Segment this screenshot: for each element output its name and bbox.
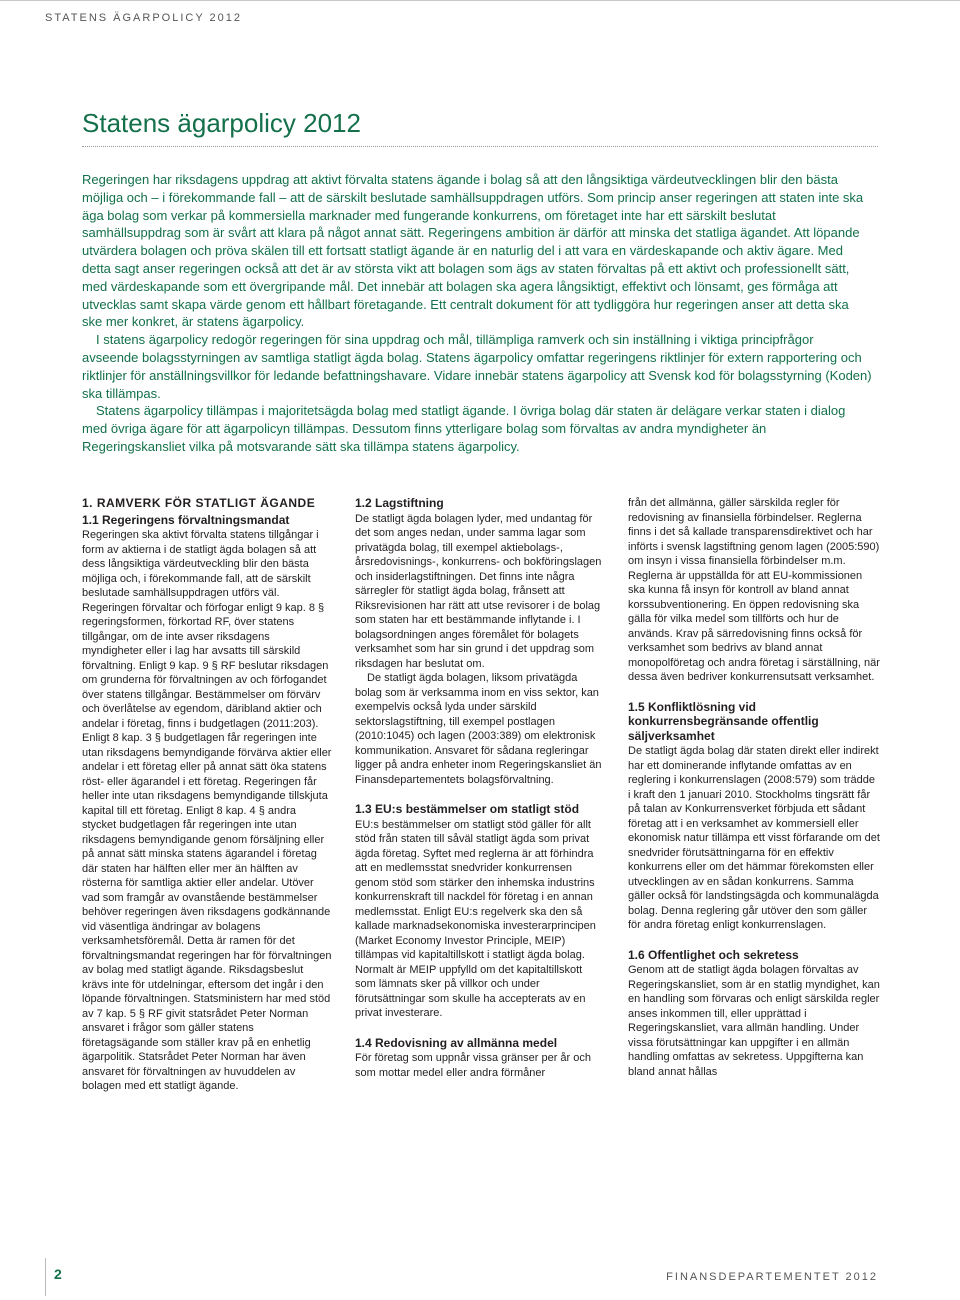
subheading-1-1: 1.1 Regeringens förvaltningsmandat [82,512,290,527]
page-title: Statens ägarpolicy 2012 [82,108,361,138]
intro-paragraph-3: Statens ägarpolicy tillämpas i majoritetsägda bolag med statligt ägande. I övriga bolag där staten är delägare verkar staten i dialog med övriga ägare för att ägarpolicyn tillämpas. Dessutom finns ytterligare bolag som förvaltas av andra myndigheter än Regeringskansliet vilka på motsvarande sätt ska tillämpa statens ägarpolicy. [82,403,846,454]
body-1-2-p1: De statligt ägda bolagen lyder, med undantag för det som anges nedan, under samma lagar som privatägda bolag, till exempel aktiebolags-, årsredovisnings-, konkurrens- och bokföringslagen och insiderlagstiftningen. Det finns inte några särregler för statligt ägda bolag, frånsett att Riksrevisionen har rätt att utse revisorer i de bolag som staten har ett bestämmande inflytande i. I bolagsordningen anges föremålet för bolagets verksamhet som har sin grund i det uppdrag som riksdagen har beslutat om. [355,512,602,670]
intro-text [82,171,872,456]
body-1-6: Genom att de statligt ägda bolagen förvaltas av Regeringskansliet, som är en statlig myndighet, kan en handling som förvaras och enligt särskilda regler anses inkommen till, eller upprättad i Regeringskansliet, vara allmän handling. Under vissa förutsättningar kan uppgifter i en allmän handling omfattas av sekretess. Uppgifterna kan bland annat hållas [628,964,880,1078]
title-divider [82,146,878,147]
subheading-1-2: 1.2 Lagstiftning [355,496,444,510]
body-1-4: För företag som uppnår vissa gränser per år och som mottar medel eller andra förmåner [355,1052,592,1079]
intro-paragraph-1: Regeringen har riksdagens uppdrag att aktivt förvalta statens ägande i bolag så att den långsiktiga värdeutvecklingen blir den bästa möjliga och – i förekommande fall – att de särskilt beslutade samhällsuppdragen utförs. Som princip anser regeringen att staten inte ska äga bolag som verkar på kommersiella marknader med fungerande konkurrens, om företaget inte har ett särskilt beslutat samhällsuppdrag som är svårt att klara på något annat sätt. Regeringens ambition är därför att minska det statliga ägandet. Att löpande utvärdera bolagen och pröva skälen till ett fortsatt statligt ägande är en naturlig del i att vara en värdeskapande och aktiv ägare. Med detta sagt anser regeringen också att det är av största vikt att bolagen som ägs av staten förvaltas på ett aktivt och professionellt sätt, med värdeskapande som ett övergripande mål. Det innebär att bolagen ska agera långsiktigt, effektivt och lönsamt, ges förmåga att utvecklas samt skapa värde genom ett hållbart företagande. Ett centralt dokument för att tydliggöra hur regeringen anser att detta ska ske mer konkret, är statens ägarpolicy. [82,172,864,330]
section-heading-1: 1. RAMVERK FÖR STATLIGT ÄGANDE [82,496,316,510]
column-3 [628,496,880,1079]
page-number: 2 [54,1266,62,1282]
running-head: STATENS ÄGARPOLICY 2012 [45,12,243,24]
subheading-1-5: 1.5 Konfliktlösning vid konkurrensbegränsande offentlig säljverksamhet [628,699,819,743]
intro-paragraph-2: I statens ägarpolicy redogör regeringen för sina uppdrag och mål, tillämpliga ramverk och sin inställning i viktiga principfrågor avseende bolagsstyrningen av samtliga statligt ägda bolag. Statens ägarpolicy omfattar regeringens riktlinjer för extern rapportering och riktlinjer för anställningsvillkor för ledande befattningshavare. Vidare innebär statens ägarpolicy att Svensk kod för bolagsstyrning (Koden) ska tillämpas. [82,332,872,401]
body-1-1: Regeringen ska aktivt förvalta statens tillgångar i form av aktierna i de statligt ägda bolagen så att dess långsiktiga värdeutveckling blir den bästa möjliga och, i förekommande fall, att de särskilt beslutade samhällsuppdragen utförs väl. Regeringen förvaltar och förfogar enligt 9 kap. 8 § regeringsformen, förkortad RF, över statens tillgångar, om de inte avser riksdagens myndigheter eller i lag har avsatts till särskild förvaltning. Enligt 9 kap. 9 § RF beslutar riksdagen om grunderna för förvaltningen av och förfogandet över statens tillgångar. Bestämmelser om förvärv och överlåtelse av egendom, däribland aktier och andelar i företag, finns i budgetlagen (2011:203). Enligt 8 kap. 3 § budgetlagen får regeringen inte utan riksdagens bemyndigande förvärva aktier eller andelar i ett företag eller på annat sätt öka statens röst- eller ägarandel i ett företag. Regeringen får heller inte utan riksdagens bemyndigande tillskjuta kapital till ett företag. Enligt 8 kap. 4 § andra stycket budgetlagen får regeringen inte utan riksdagens bemyndigande genom försäljning eller på annat sätt minska statens ägarandel i företag där staten har hälften eller mer än hälften av rösterna för samtliga aktier eller andelar. Utöver vad som framgår av ovanstående bestämmelser behöver regeringen även riksdagens godkännande vid väsentliga ändringar av bolagens verksamhetsföremål. Detta är ramen för det förvaltningsmandat regeringen har för förvaltningen av bolag med statligt ägande. Riksdagsbeslut krävs inte för utdelningar, eftersom det ingår i den löpande förvaltningen. Statsministern har med stöd av 7 kap. 5 § RF givit statsrådet Peter Norman ansvaret i frågor som gäller statens företagsägande som ställer krav på en enhetlig ägarpolitik. Statsrådet Peter Norman har även ansvaret för förvaltningen av huvuddelen av bolagen med ett statligt ägande. [82,529,332,1092]
subheading-1-3: 1.3 EU:s bestämmelser om statligt stöd [355,802,580,816]
body-1-3: EU:s bestämmelser om statligt stöd gäller för allt stöd från staten till såväl statligt ägda som privat ägda företag. Syftet med reglerna är att förhindra att en medlemsstat snedvrider konkurrensen genom stöd som stärker den inhemska industrins konkurrenskraft till nackdel för företag i en annan medlemsstat. Enligt EU:s regelverk ska den så kallade marknadsekonomiska investerarprincipen (Market Economy Investor Principle, MEIP) tillämpas vid kapitaltillskott i statligt ägda bolag. Normalt är MEIP uppfylld om det kapitaltillskott som lämnats sker på villkor och under förutsättningar som skulle ha accepterats av en privat investerare. [355,818,596,1019]
subheading-1-6: 1.6 Offentlighet och sekretess [628,947,799,962]
column-1 [82,496,332,1094]
subheading-1-4: 1.4 Redovisning av allmänna medel [355,1035,558,1050]
body-1-2-p2: De statligt ägda bolagen, liksom privatägda bolag som är verksamma inom en viss sektor, kan exempelvis också lyda under särskild sektorslagstiftning, till exempel postlagen (2010:1045) och lagen (2003:389) om elektronisk kommunikation. Ansvaret för sådana regleringar ligger på andra enheter inom Regeringskansliet än Finansdepartementets bolagsförvaltning. [355,672,602,786]
body-1-4-continued: från det allmänna, gäller särskilda regler för redovisning av finansiella förbindelser. Reglerna finns i det så kallade transparensdirektivet och har införts i svensk lagstiftning genom lagen (2005:590) om insyn i vissa finansiella förbindelser m.m. Reglerna är uppställda för att EU-kommissionen ska kunna få insyn för kontroll av bland annat korssubventionering. En öppen redovisning ska gälla för vilka medel som tillförts och hur de används. Krav på särredovisning finns också för verksamhet som bedrivs av bland annat monopolföretag och andra företag i särställning, när dessa även bedriver konkurrensutsatt verksamhet. [628,497,880,683]
body-1-5: De statligt ägda bolag där staten direkt eller indirekt har ett dominerande inflytande omfattas av en reglering i konkurrenslagen (2008:579) som trädde i kraft den 1 januari 2010. Stockholms tingsrätt får på talan av Konkurrensverket förbjuda ett sådant företag att i en verksamhet av kommersiell eller ekonomisk natur tillämpa ett visst förfarande om det snedvrider förutsättningarna för en effektiv konkurrens eller om det hämmar förekomsten eller utvecklingen av en sådan konkurrens. Samma gäller också för landstingsägda och kommunalägda bolag. Denna reglering går utöver den som gäller för andra företag enligt konkurrenslagen. [628,745,880,931]
footer-divider [45,1258,46,1296]
column-2 [355,496,605,1080]
top-border-line [0,0,960,1]
footer-publisher: FINANSDEPARTEMENTET 2012 [666,1271,878,1283]
